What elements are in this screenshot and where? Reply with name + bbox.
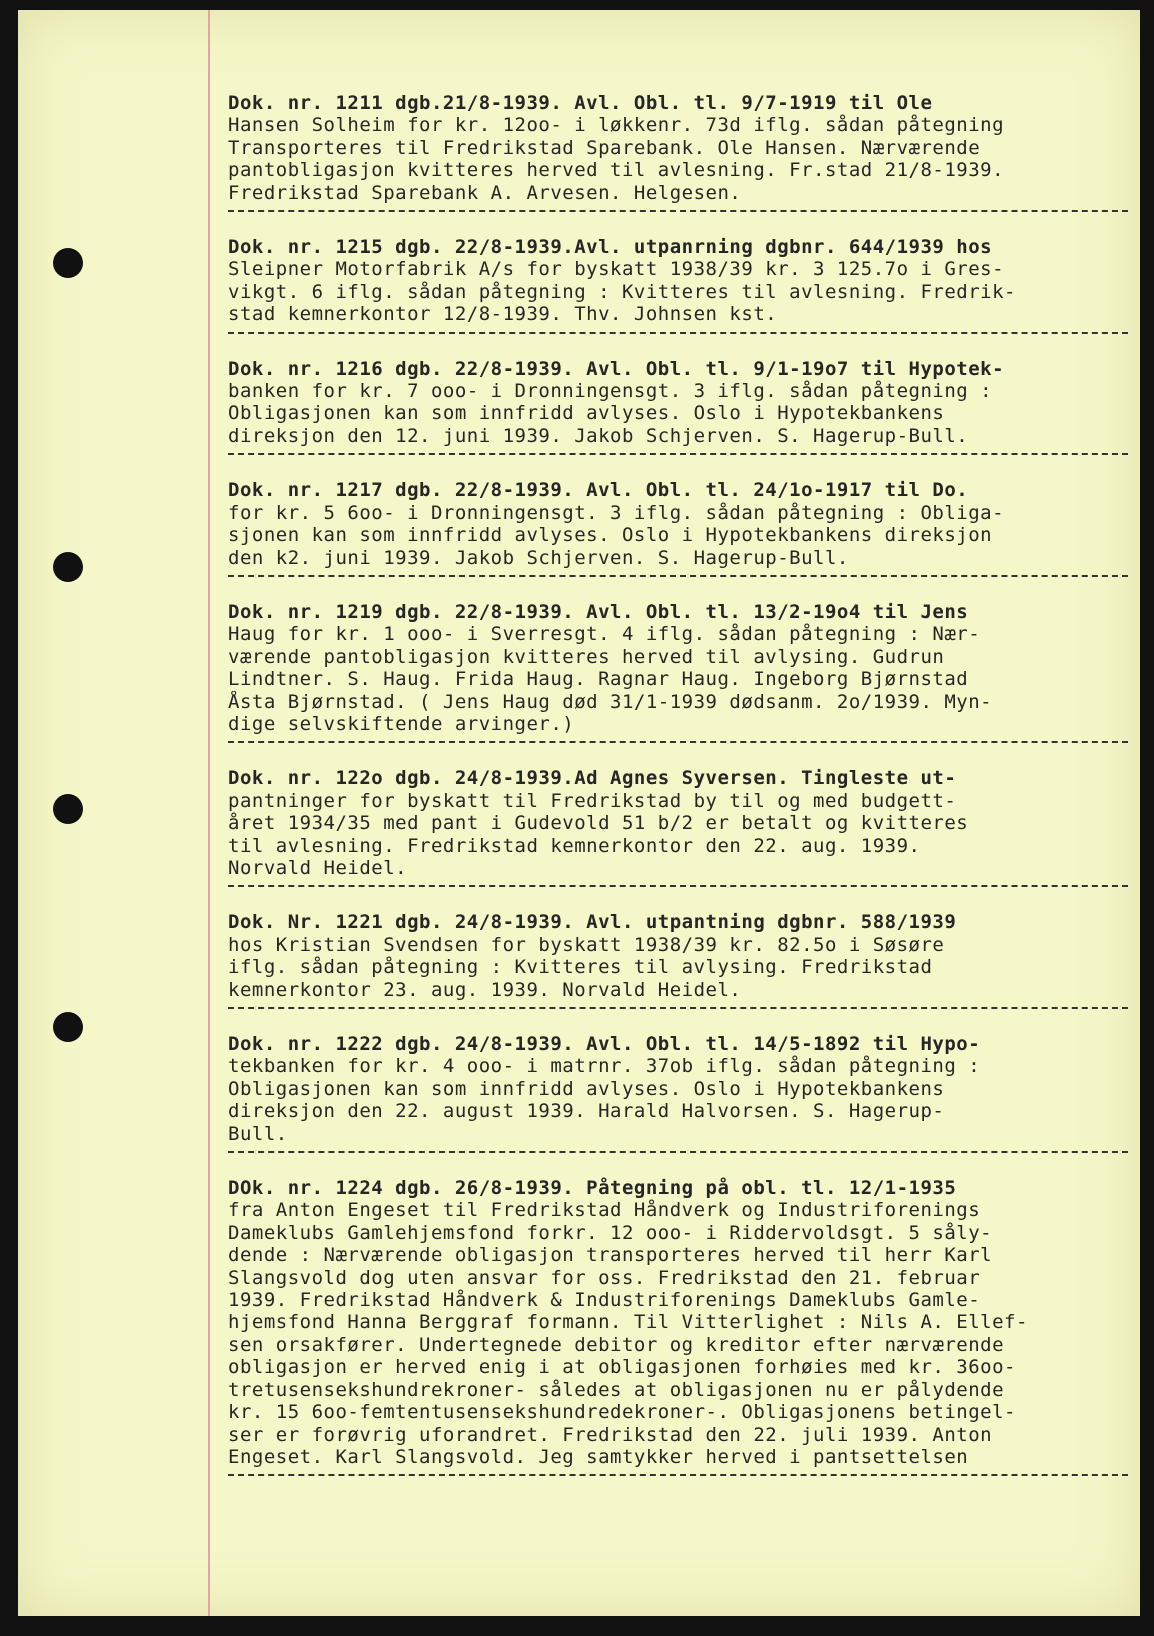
- entry-text-line: Lindtner. S. Haug. Frida Haug. Ragnar Haug. Ingeborg Bjørnstad: [228, 668, 969, 691]
- dashed-separator: [228, 206, 1128, 212]
- document-page: [18, 10, 1140, 1616]
- entry-text-line: 1939. Fredrikstad Håndverk & Industriforenings Dameklubs Gamle-: [228, 1289, 981, 1312]
- ledger-entry: [228, 911, 1128, 1033]
- entry-heading-line: Dok. nr. 1215 dgb. 22/8-1939.Avl. utpanrning dgbnr. 644/1939 hos: [228, 236, 993, 259]
- entry-text-line: Norvald Heidel.: [228, 856, 408, 879]
- entry-text-line: Transporteres til Fredrikstad Sparebank. Ole Hansen. Nærværende: [228, 136, 981, 159]
- entry-text-line: banken for kr. 7 ooo- i Dronningensgt. 3 iflg. sådan påtegning :: [228, 380, 993, 403]
- punch-hole: [53, 552, 83, 582]
- entry-heading-line: Dok. nr. 1216 dgb. 22/8-1939. Avl. Obl. tl. 9/1-19o7 til Hypotek-: [228, 357, 1005, 380]
- entry-text-line: tretusensekshundrekroner- således at obligasjonen nu er pålydende: [228, 1378, 1005, 1401]
- entry-text-line: Dameklubs Gamlehjemsfond forkr. 12 ooo- i Riddervoldsgt. 5 såly-: [228, 1221, 993, 1244]
- entry-text-line: tekbanken for kr. 4 ooo- i matrnr. 37ob iflg. sådan påtegning :: [228, 1055, 981, 1078]
- entry-text-line: pantninger for byskatt til Fredrikstad by til og med budgett-: [228, 789, 957, 812]
- entry-heading-line: Dok. nr. 122o dgb. 24/8-1939.Ad Agnes Syversen. Tingleste ut-: [228, 767, 957, 790]
- entry-text-line: obligasjon er herved enig i at obligasjonen forhøies med kr. 36oo-: [228, 1356, 1016, 1379]
- entry-text-line: sen orsakfører. Undertegnede debitor og kreditor efter nærværende: [228, 1333, 1005, 1356]
- entry-text-line: Obligasjonen kan som innfridd avlyses. Oslo i Hypotekbankens: [228, 402, 945, 425]
- dashed-separator: [228, 1003, 1128, 1009]
- ledger-entry: [228, 601, 1128, 767]
- dashed-separator: [228, 1470, 1128, 1476]
- entry-text-line: ser er forøvrig uforandret. Fredrikstad den 22. juli 1939. Anton: [228, 1423, 993, 1446]
- entry-text-line: kr. 15 6oo-femtentusensekshundredekroner-. Obligasjonens betingel-: [228, 1401, 1016, 1424]
- punch-hole: [53, 1012, 83, 1042]
- dashed-separator: [228, 1147, 1128, 1153]
- entry-text-line: Obligasjonen kan som innfridd avlyses. Oslo i Hypotekbankens: [228, 1077, 945, 1100]
- entry-heading-line: Dok. Nr. 1221 dgb. 24/8-1939. Avl. utpantning dgbnr. 588/1939: [228, 911, 957, 934]
- ledger-entry: [228, 236, 1128, 358]
- ledger-entry: [228, 1177, 1128, 1500]
- entry-text-line: hjemsfond Hanna Berggraf formann. Til Vitterlighet : Nils A. Ellef-: [228, 1311, 1028, 1334]
- entry-text-line: fra Anton Engeset til Fredrikstad Håndverk og Industriforenings: [228, 1199, 981, 1222]
- entry-text-line: direksjon den 22. august 1939. Harald Halvorsen. S. Hagerup-: [228, 1100, 945, 1123]
- entry-text-line: iflg. sådan påtegning : Kvitteres til avlysing. Fredrikstad: [228, 956, 933, 979]
- entry-text-line: vikgt. 6 iflg. sådan påtegning : Kvitteres til avlesning. Fredrik-: [228, 280, 1016, 303]
- ledger-entries: [228, 92, 1128, 1500]
- dashed-separator: [228, 737, 1128, 743]
- entry-text-line: kemnerkontor 23. aug. 1939. Norvald Heidel.: [228, 978, 742, 1001]
- entry-text-line: direksjon den 12. juni 1939. Jakob Schjerven. S. Hagerup-Bull.: [228, 424, 969, 447]
- entry-text-line: Slangsvold dog uten ansvar for oss. Fredrikstad den 21. februar: [228, 1266, 981, 1289]
- entry-heading-line: Dok. nr. 1222 dgb. 24/8-1939. Avl. Obl. tl. 14/5-1892 til Hypo-: [228, 1033, 981, 1055]
- entry-text-line: dende : Nærværende obligasjon transporteres herved til herr Karl: [228, 1244, 993, 1267]
- entry-text-line: værende pantobligasjon kvitteres herved til avlysing. Gudrun: [228, 645, 945, 668]
- entry-text-line: Hansen Solheim for kr. 12oo- i løkkenr. 73d iflg. sådan påtegning: [228, 114, 1005, 137]
- entry-text-line: Åsta Bjørnstad. ( Jens Haug død 31/1-1939 dødsanm. 2o/1939. Myn-: [228, 690, 993, 713]
- entry-text-line: til avlesning. Fredrikstad kemnerkontor den 22. aug. 1939.: [228, 834, 921, 857]
- entry-text-line: Sleipner Motorfabrik A/s for byskatt 1938/39 kr. 3 125.7o i Gres-: [228, 258, 1005, 281]
- entry-text-line: Bull.: [228, 1122, 288, 1145]
- entry-heading-line: DOk. nr. 1224 dgb. 26/8-1939. Påtegning på obl. tl. 12/1-1935: [228, 1177, 957, 1200]
- ledger-entry: [228, 1033, 1128, 1177]
- entry-text-line: hos Kristian Svendsen for byskatt 1938/39 kr. 82.5o i Søsøre: [228, 933, 945, 956]
- entry-text-line: Fredrikstad Sparebank A. Arvesen. Helgesen.: [228, 181, 742, 204]
- entry-text-line: året 1934/35 med pant i Gudevold 51 b/2 er betalt og kvitteres: [228, 812, 969, 835]
- ledger-entry: [228, 358, 1128, 480]
- dashed-separator: [228, 328, 1128, 334]
- dashed-separator: [228, 449, 1128, 455]
- entry-text-line: Haug for kr. 1 ooo- i Sverresgt. 4 iflg. sådan påtegning : Nær-: [228, 623, 981, 646]
- entry-heading-line: Dok. nr. 1217 dgb. 22/8-1939. Avl. Obl. tl. 24/1o-1917 til Do.: [228, 479, 969, 502]
- ledger-entry: [228, 767, 1128, 911]
- entry-text-line: dige selvskiftende arvinger.): [228, 712, 575, 735]
- punch-hole: [53, 248, 83, 278]
- dashed-separator: [228, 571, 1128, 577]
- entry-text-line: stad kemnerkontor 12/8-1939. Thv. Johnsen kst.: [228, 303, 778, 326]
- entry-text-line: den k2. juni 1939. Jakob Schjerven. S. Hagerup-Bull.: [228, 546, 849, 569]
- punch-hole: [53, 794, 83, 824]
- entry-text-line: for kr. 5 6oo- i Dronningensgt. 3 iflg. sådan påtegning : Obliga-: [228, 501, 1005, 524]
- entry-text-line: sjonen kan som innfridd avlyses. Oslo i Hypotekbankens direksjon: [228, 524, 993, 547]
- ledger-entry: [228, 92, 1128, 236]
- ledger-entry: [228, 479, 1128, 601]
- entry-heading-line: Dok. nr. 1219 dgb. 22/8-1939. Avl. Obl. tl. 13/2-19o4 til Jens: [228, 600, 969, 623]
- entry-heading-line: Dok. nr. 1211 dgb.21/8-1939. Avl. Obl. tl. 9/7-1919 til Ole: [228, 92, 933, 114]
- dashed-separator: [228, 881, 1128, 887]
- entry-text-line: pantobligasjon kvitteres herved til avlesning. Fr.stad 21/8-1939.: [228, 159, 1005, 182]
- entry-text-line: Engeset. Karl Slangsvold. Jeg samtykker herved i pantsettelsen: [228, 1445, 969, 1468]
- margin-rule: [208, 10, 210, 1616]
